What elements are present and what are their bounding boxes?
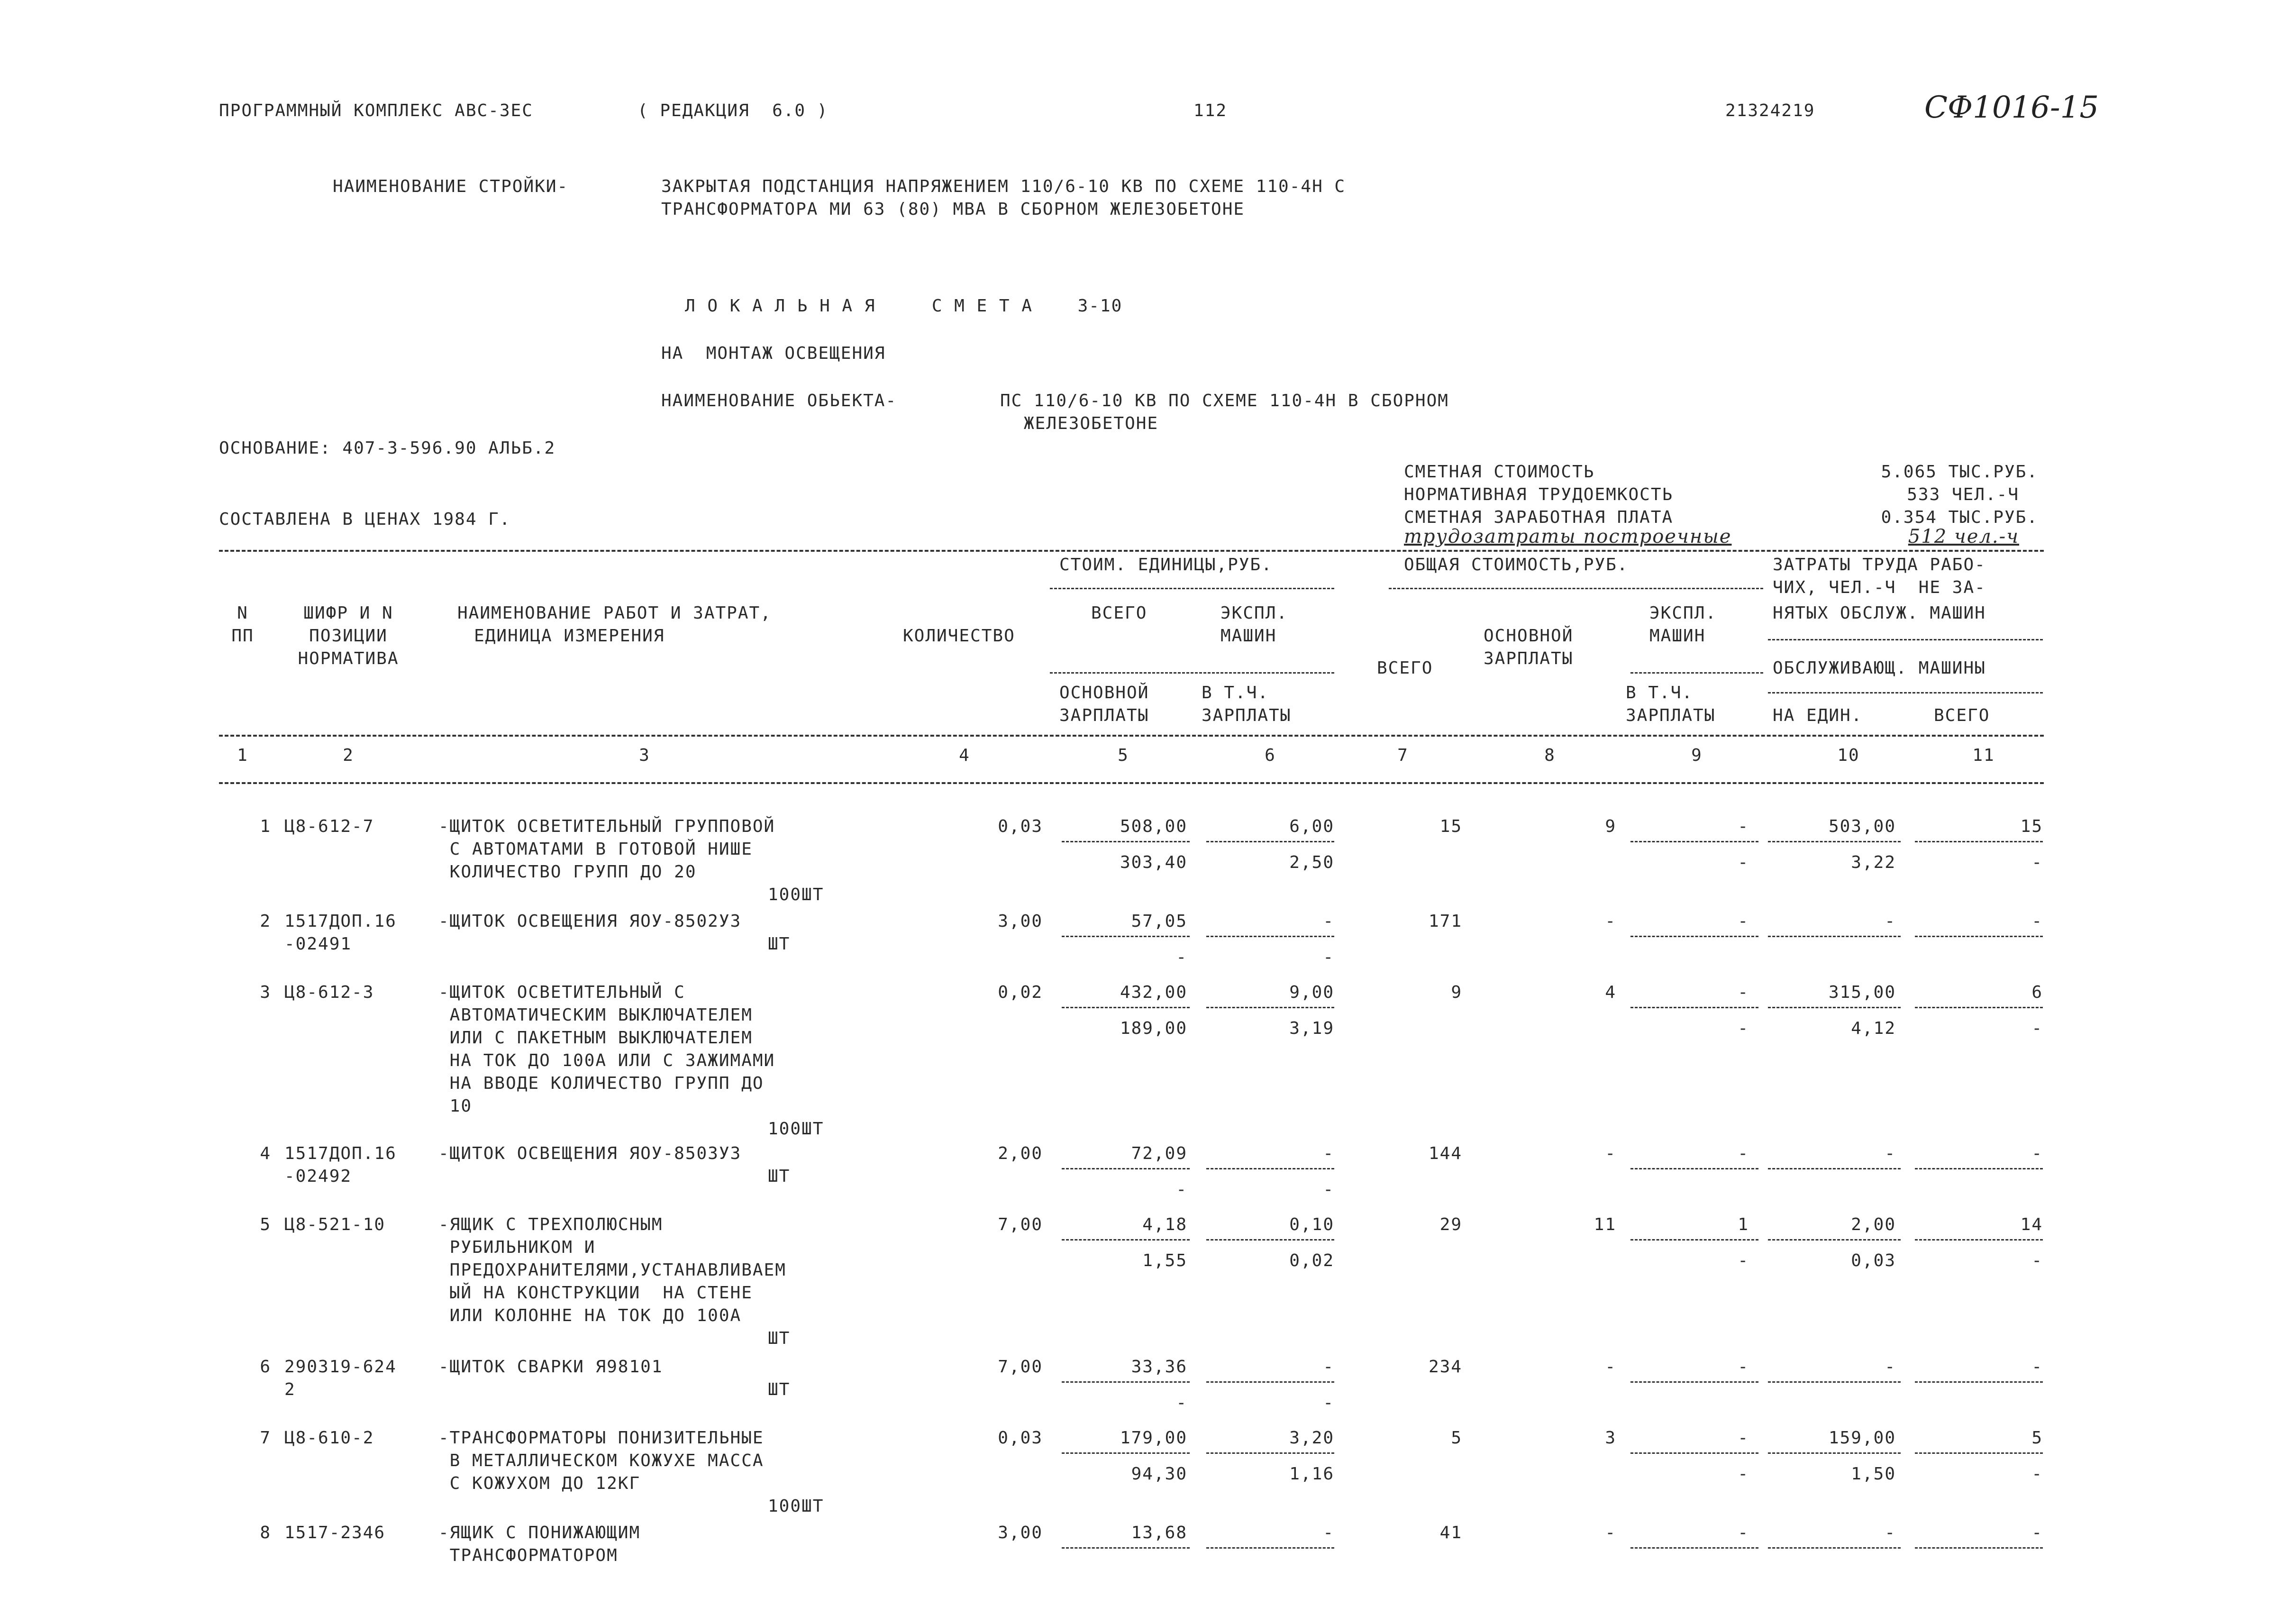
- header-unit-basic-2: ЗАРПЛАТЫ: [1059, 706, 1149, 725]
- row-labor-rule: [1915, 936, 2043, 937]
- handwritten-code: СФ1016-15: [1924, 90, 2099, 125]
- row-total-rule: [1630, 936, 1758, 937]
- row-code: Ц8-610-2: [284, 1428, 374, 1448]
- row-labor-service-unit: 0,03: [1851, 1251, 1896, 1270]
- object-label: НАИМЕНОВАНИЕ ОБЬЕКТА-: [661, 391, 897, 411]
- row-unit-machine-pay: 1,16: [1289, 1464, 1334, 1484]
- row-labor-per-unit: -: [1885, 912, 1896, 931]
- row-unit: 100ШТ: [768, 885, 824, 904]
- col-number-6: 6: [1265, 746, 1276, 765]
- row-total-machines: -: [1738, 1428, 1749, 1448]
- row-name: -ЩИТОК ОСВЕЩЕНИЯ ЯОУ-8503У3: [438, 1144, 742, 1163]
- row-total-basic-pay: -: [1605, 1357, 1616, 1377]
- page-number: 112: [1193, 101, 1228, 120]
- row-total-basic-pay: -: [1605, 1523, 1616, 1542]
- row-labor-service-unit: 4,12: [1851, 1019, 1896, 1038]
- row-labor-service-total: -: [2031, 1464, 2043, 1484]
- row-name: -ЩИТОК ОСВЕЩЕНИЯ ЯОУ-8502У3: [438, 912, 742, 931]
- col-number-11: 11: [1972, 746, 1995, 765]
- row-name: -ЩИТОК ОСВЕТИТЕЛЬНЫЙ ГРУППОВОЙ: [438, 817, 775, 836]
- row-code: 290319-624: [284, 1357, 397, 1377]
- row-unit-pay: 94,30: [1131, 1464, 1187, 1484]
- row-labor-total: 5: [2031, 1428, 2043, 1448]
- header-rule-total: [1389, 588, 1763, 589]
- row-unit: 100ШТ: [768, 1119, 824, 1139]
- row-total-basic-pay: 3: [1605, 1428, 1616, 1448]
- header-unit-ekspl-1: ЭКСПЛ.: [1220, 603, 1288, 623]
- row-name: ТРАНСФОРМАТОРОМ: [438, 1546, 618, 1565]
- col-number-2: 2: [343, 746, 354, 765]
- row-name: 10: [438, 1096, 473, 1116]
- header-total-basic-2: ЗАРПЛАТЫ: [1484, 649, 1574, 668]
- header-quantity: КОЛИЧЕСТВО: [903, 626, 1015, 646]
- estimate-subtitle: НА МОНТАЖ ОСВЕЩЕНИЯ: [661, 344, 886, 363]
- row-total-machine-pay: -: [1738, 1464, 1749, 1484]
- row-number: 7: [260, 1428, 271, 1448]
- header-num-2: ПП: [231, 626, 254, 646]
- row-labor-rule: [1768, 841, 1901, 842]
- construction-line-2: ТРАНСФОРМАТОРА МИ 63 (80) МВА В СБОРНОМ ЖЕЛЕЗОБЕТОНЕ: [661, 200, 1245, 219]
- header-bottom-border: [219, 735, 2044, 737]
- header-unit-basic-1: ОСНОВНОЙ: [1059, 683, 1149, 703]
- row-unit-rule: [1062, 1007, 1190, 1008]
- row-total-rule: [1630, 1168, 1758, 1169]
- row-total: 41: [1439, 1523, 1462, 1542]
- row-labor-per-unit: 503,00: [1828, 817, 1896, 836]
- col-number-4: 4: [959, 746, 970, 765]
- row-total-rule: [1630, 1452, 1758, 1454]
- row-unit-rule: [1206, 936, 1334, 937]
- basis: ОСНОВАНИЕ: 407-3-596.90 АЛЬБ.2: [219, 438, 556, 458]
- row-unit-pay: 303,40: [1120, 853, 1187, 872]
- row-labor-total: 6: [2031, 983, 2043, 1002]
- header-unit-cost: СТОИМ. ЕДИНИЦЫ,РУБ.: [1059, 555, 1273, 575]
- header-labor-total: ВСЕГО: [1934, 706, 1990, 725]
- row-code: 1517ДОП.16: [284, 912, 397, 931]
- row-unit-rule: [1206, 1452, 1334, 1454]
- header-unit-incl-2: ЗАРПЛАТЫ: [1202, 706, 1292, 725]
- header-labor-3: НЯТЫХ ОБСЛУЖ. МАШИН: [1773, 603, 1986, 623]
- summary-value-4: 512 чел.-ч: [1908, 526, 2019, 547]
- header-total-ekspl-2: МАШИН: [1649, 626, 1706, 646]
- row-total-machines: -: [1738, 1523, 1749, 1542]
- row-unit-machines: -: [1323, 1144, 1334, 1163]
- row-quantity: 7,00: [998, 1215, 1043, 1234]
- row-labor-rule: [1915, 841, 2043, 842]
- row-unit: ШТ: [768, 934, 791, 954]
- row-code: 2: [284, 1380, 296, 1399]
- header-total-cost: ОБЩАЯ СТОИМОСТЬ,РУБ.: [1404, 555, 1629, 575]
- col-number-9: 9: [1691, 746, 1703, 765]
- row-unit-pay: 1,55: [1142, 1251, 1187, 1270]
- summary-label-1: СМЕТНАЯ СТОИМОСТЬ: [1404, 462, 1595, 482]
- row-unit: ШТ: [768, 1329, 791, 1348]
- header-unit-total: ВСЕГО: [1091, 603, 1148, 623]
- row-labor-service-unit: 3,22: [1851, 853, 1896, 872]
- row-unit-machine-pay: 0,02: [1289, 1251, 1334, 1270]
- row-number: 5: [260, 1215, 271, 1234]
- estimate-title: Л О К А Л Ь Н А Я С М Е Т А 3-10: [685, 296, 1123, 316]
- row-total: 144: [1428, 1144, 1462, 1163]
- row-name: -ТРАНСФОРМАТОРЫ ПОНИЗИТЕЛЬНЫЕ: [438, 1428, 764, 1448]
- row-unit-machine-pay: 3,19: [1289, 1019, 1334, 1038]
- header-labor-per-unit: НА ЕДИН.: [1773, 706, 1863, 725]
- row-total: 171: [1428, 912, 1462, 931]
- row-labor-rule: [1768, 1547, 1901, 1549]
- row-unit-rule: [1062, 936, 1190, 937]
- row-labor-rule: [1768, 1452, 1901, 1454]
- row-total-rule: [1630, 1381, 1758, 1383]
- row-unit-total: 13,68: [1131, 1523, 1187, 1542]
- program-name: ПРОГРАММНЫЙ КОМПЛЕКС АВС-3ЕС: [219, 101, 533, 120]
- row-total-rule: [1630, 1007, 1758, 1008]
- row-labor-total: -: [2031, 1144, 2043, 1163]
- row-labor-rule: [1915, 1381, 2043, 1383]
- row-total: 5: [1451, 1428, 1462, 1448]
- row-code: Ц8-612-3: [284, 983, 374, 1002]
- table-top-border: [219, 550, 2044, 552]
- header-name-1: НАИМЕНОВАНИЕ РАБОТ И ЗАТРАТ,: [457, 603, 772, 623]
- row-code: -02491: [284, 934, 352, 954]
- row-unit-total: 432,00: [1120, 983, 1187, 1002]
- summary-label-2: НОРМАТИВНАЯ ТРУДОЕМКОСТЬ: [1404, 485, 1674, 504]
- row-labor-service-unit: 1,50: [1851, 1464, 1896, 1484]
- header-rule-labor: [1768, 639, 2043, 640]
- row-unit-total: 508,00: [1120, 817, 1187, 836]
- header-total-incl-2: ЗАРПЛАТЫ: [1626, 706, 1716, 725]
- row-name: -ЩИТОК СВАРКИ Я98101: [438, 1357, 663, 1377]
- row-total-rule: [1630, 1547, 1758, 1549]
- row-labor-rule: [1768, 1239, 1901, 1241]
- header-total-incl-1: В Т.Ч.: [1626, 683, 1694, 703]
- header-unit-ekspl-2: МАШИН: [1220, 626, 1277, 646]
- row-labor-rule: [1915, 1007, 2043, 1008]
- header-total-all: ВСЕГО: [1377, 658, 1433, 678]
- row-unit-machine-pay: -: [1323, 948, 1334, 967]
- row-unit-rule: [1062, 1381, 1190, 1383]
- row-labor-per-unit: -: [1885, 1357, 1896, 1377]
- row-name: ЫЙ НА КОНСТРУКЦИИ НА СТЕНЕ: [438, 1283, 753, 1303]
- col-number-5: 5: [1118, 746, 1129, 765]
- row-total-machines: -: [1738, 912, 1749, 931]
- row-quantity: 3,00: [998, 912, 1043, 931]
- row-total-machines: -: [1738, 983, 1749, 1002]
- row-name: С КОЖУХОМ ДО 12КГ: [438, 1474, 641, 1493]
- row-unit-rule: [1062, 1239, 1190, 1241]
- row-unit-pay: -: [1176, 1180, 1187, 1199]
- row-labor-total: 14: [2020, 1215, 2043, 1234]
- row-unit-total: 4,18: [1142, 1215, 1187, 1234]
- header-code-2: ПОЗИЦИИ: [309, 626, 388, 646]
- row-labor-rule: [1768, 936, 1901, 937]
- row-unit-rule: [1206, 1547, 1334, 1549]
- col-number-3: 3: [639, 746, 650, 765]
- object-line-1: ПС 110/6-10 КВ ПО СХЕМЕ 110-4Н В СБОРНОМ: [1000, 391, 1449, 411]
- row-number: 2: [260, 912, 271, 931]
- price-level: СОСТАВЛЕНА В ЦЕНАХ 1984 Г.: [219, 510, 511, 529]
- row-labor-total: -: [2031, 912, 2043, 931]
- header-rule-unit-2: [1050, 672, 1334, 674]
- row-labor-total: 15: [2020, 817, 2043, 836]
- row-unit-total: 179,00: [1120, 1428, 1187, 1448]
- row-total-machine-pay: -: [1738, 853, 1749, 872]
- row-number: 8: [260, 1523, 271, 1542]
- row-labor-per-unit: -: [1885, 1144, 1896, 1163]
- row-name: АВТОМАТИЧЕСКИМ ВЫКЛЮЧАТЕЛЕМ: [438, 1005, 753, 1025]
- row-labor-service-total: -: [2031, 1019, 2043, 1038]
- header-num-1: N: [237, 603, 248, 623]
- row-unit: ШТ: [768, 1167, 791, 1186]
- row-unit-rule: [1206, 1381, 1334, 1383]
- row-quantity: 0,03: [998, 1428, 1043, 1448]
- row-number: 6: [260, 1357, 271, 1377]
- row-unit-machines: -: [1323, 912, 1334, 931]
- header-rule-unit: [1050, 588, 1334, 589]
- row-labor-per-unit: 159,00: [1828, 1428, 1896, 1448]
- row-name: -ЯЩИК С ТРЕХПОЛЮСНЫМ: [438, 1215, 663, 1234]
- row-labor-rule: [1768, 1007, 1901, 1008]
- object-line-2: ЖЕЛЕЗОБЕТОНЕ: [1024, 414, 1159, 433]
- summary-label-3: СМЕТНАЯ ЗАРАБОТНАЯ ПЛАТА: [1404, 508, 1674, 527]
- row-unit-rule: [1062, 1547, 1190, 1549]
- row-labor-per-unit: -: [1885, 1523, 1896, 1542]
- row-unit-pay: -: [1176, 1393, 1187, 1413]
- row-name: С АВТОМАТАМИ В ГОТОВОЙ НИШЕ: [438, 839, 753, 859]
- row-name: КОЛИЧЕСТВО ГРУПП ДО 20: [438, 862, 697, 882]
- col-number-7: 7: [1397, 746, 1409, 765]
- row-total-rule: [1630, 841, 1758, 842]
- row-unit-pay: 189,00: [1120, 1019, 1187, 1038]
- row-unit-rule: [1206, 1239, 1334, 1241]
- row-quantity: 7,00: [998, 1357, 1043, 1377]
- header-code-3: НОРМАТИВА: [298, 649, 399, 668]
- edition: ( РЕДАКЦИЯ 6.0 ): [638, 101, 829, 120]
- row-unit-machines: 6,00: [1289, 817, 1334, 836]
- row-unit-machine-pay: 2,50: [1289, 853, 1334, 872]
- row-number: 1: [260, 817, 271, 836]
- header-unit-incl-1: В Т.Ч.: [1202, 683, 1269, 703]
- row-total: 9: [1451, 983, 1462, 1002]
- row-total-machines: -: [1738, 1144, 1749, 1163]
- row-unit: ШТ: [768, 1380, 791, 1399]
- row-labor-rule: [1915, 1168, 2043, 1169]
- row-unit-rule: [1062, 841, 1190, 842]
- row-total-basic-pay: -: [1605, 1144, 1616, 1163]
- header-rule-ekspl: [1630, 672, 1763, 674]
- row-labor-rule: [1915, 1547, 2043, 1549]
- row-code: Ц8-521-10: [284, 1215, 386, 1234]
- row-total: 15: [1439, 817, 1462, 836]
- row-labor-per-unit: 2,00: [1851, 1215, 1896, 1234]
- row-unit-machine-pay: -: [1323, 1393, 1334, 1413]
- row-unit-rule: [1206, 841, 1334, 842]
- row-total-machines: -: [1738, 817, 1749, 836]
- row-quantity: 0,02: [998, 983, 1043, 1002]
- row-number: 3: [260, 983, 271, 1002]
- row-quantity: 3,00: [998, 1523, 1043, 1542]
- header-total-ekspl-1: ЭКСПЛ.: [1649, 603, 1717, 623]
- header-total-basic-1: ОСНОВНОЙ: [1484, 626, 1574, 646]
- row-unit-rule: [1062, 1452, 1190, 1454]
- row-unit-machines: 0,10: [1289, 1215, 1334, 1234]
- construction-line-1: ЗАКРЫТАЯ ПОДСТАНЦИЯ НАПРЯЖЕНИЕМ 110/6-10 КВ ПО СХЕМЕ 110-4Н С: [661, 177, 1346, 196]
- row-labor-rule: [1915, 1239, 2043, 1241]
- document-code: 21324219: [1725, 101, 1815, 120]
- row-total-basic-pay: -: [1605, 912, 1616, 931]
- row-labor-rule: [1768, 1381, 1901, 1383]
- row-total-basic-pay: 11: [1594, 1215, 1616, 1234]
- row-name: -ЯЩИК С ПОНИЖАЮЩИМ: [438, 1523, 641, 1542]
- row-name: ИЛИ С ПАКЕТНЫМ ВЫКЛЮЧАТЕЛЕМ: [438, 1028, 753, 1048]
- col-numbers-bottom-border: [219, 782, 2044, 784]
- summary-value-1: 5.065 ТЫС.РУБ.: [1881, 462, 2038, 482]
- row-total-basic-pay: 4: [1605, 983, 1616, 1002]
- row-labor-per-unit: 315,00: [1828, 983, 1896, 1002]
- col-number-8: 8: [1544, 746, 1556, 765]
- row-unit-machines: 3,20: [1289, 1428, 1334, 1448]
- row-name: ПРЕДОХРАНИТЕЛЯМИ,УСТАНАВЛИВАЕМ: [438, 1260, 786, 1280]
- row-name: ИЛИ КОЛОННЕ НА ТОК ДО 100А: [438, 1306, 742, 1325]
- row-labor-service-total: -: [2031, 853, 2043, 872]
- row-unit-rule: [1062, 1168, 1190, 1169]
- row-labor-total: -: [2031, 1523, 2043, 1542]
- row-name: РУБИЛЬНИКОМ И: [438, 1238, 596, 1257]
- header-rule-labor-2: [1768, 692, 2043, 693]
- header-labor-2: ЧИХ, ЧЕЛ.-Ч НЕ ЗА-: [1773, 578, 1986, 597]
- row-code: 1517ДОП.16: [284, 1144, 397, 1163]
- row-unit-rule: [1206, 1007, 1334, 1008]
- header-name-2: ЕДИНИЦА ИЗМЕРЕНИЯ: [474, 626, 665, 646]
- row-total-machines: 1: [1738, 1215, 1749, 1234]
- row-total-rule: [1630, 1239, 1758, 1241]
- header-code-1: ШИФР И N: [303, 603, 393, 623]
- row-total: 29: [1439, 1215, 1462, 1234]
- row-unit-total: 57,05: [1131, 912, 1187, 931]
- row-unit: 100ШТ: [768, 1496, 824, 1516]
- header-labor-1: ЗАТРАТЫ ТРУДА РАБО-: [1773, 555, 1986, 575]
- row-unit-machines: -: [1323, 1523, 1334, 1542]
- row-total-machine-pay: -: [1738, 1019, 1749, 1038]
- row-unit-total: 33,36: [1131, 1357, 1187, 1377]
- row-total-machines: -: [1738, 1357, 1749, 1377]
- row-labor-rule: [1915, 1452, 2043, 1454]
- row-total: 234: [1428, 1357, 1462, 1377]
- construction-label: НАИМЕНОВАНИЕ СТРОЙКИ-: [333, 177, 569, 196]
- row-labor-rule: [1768, 1168, 1901, 1169]
- header-labor-service: ОБСЛУЖИВАЮЩ. МАШИНЫ: [1773, 658, 1986, 678]
- row-code: 1517-2346: [284, 1523, 386, 1542]
- row-name: НА ТОК ДО 100А ИЛИ С ЗАЖИМАМИ: [438, 1051, 775, 1070]
- row-code: Ц8-612-7: [284, 817, 374, 836]
- row-unit-machine-pay: -: [1323, 1180, 1334, 1199]
- col-number-10: 10: [1837, 746, 1860, 765]
- summary-value-3: 0.354 ТЫС.РУБ.: [1881, 508, 2038, 527]
- row-name: НА ВВОДЕ КОЛИЧЕСТВО ГРУПП ДО: [438, 1074, 764, 1093]
- row-labor-total: -: [2031, 1357, 2043, 1377]
- row-unit-pay: -: [1176, 948, 1187, 967]
- row-labor-service-total: -: [2031, 1251, 2043, 1270]
- summary-label-4: трудозатраты построечные: [1404, 526, 1732, 547]
- row-unit-machines: 9,00: [1289, 983, 1334, 1002]
- row-unit-machines: -: [1323, 1357, 1334, 1377]
- row-name: -ЩИТОК ОСВЕТИТЕЛЬНЫЙ С: [438, 983, 685, 1002]
- row-quantity: 0,03: [998, 817, 1043, 836]
- row-total-basic-pay: 9: [1605, 817, 1616, 836]
- row-name: В МЕТАЛЛИЧЕСКОМ КОЖУХЕ МАССА: [438, 1451, 764, 1470]
- summary-value-2: 533 ЧЕЛ.-Ч: [1907, 485, 2019, 504]
- row-code: -02492: [284, 1167, 352, 1186]
- row-number: 4: [260, 1144, 271, 1163]
- row-quantity: 2,00: [998, 1144, 1043, 1163]
- row-unit-rule: [1206, 1168, 1334, 1169]
- row-total-machine-pay: -: [1738, 1251, 1749, 1270]
- row-unit-total: 72,09: [1131, 1144, 1187, 1163]
- col-number-1: 1: [237, 746, 248, 765]
